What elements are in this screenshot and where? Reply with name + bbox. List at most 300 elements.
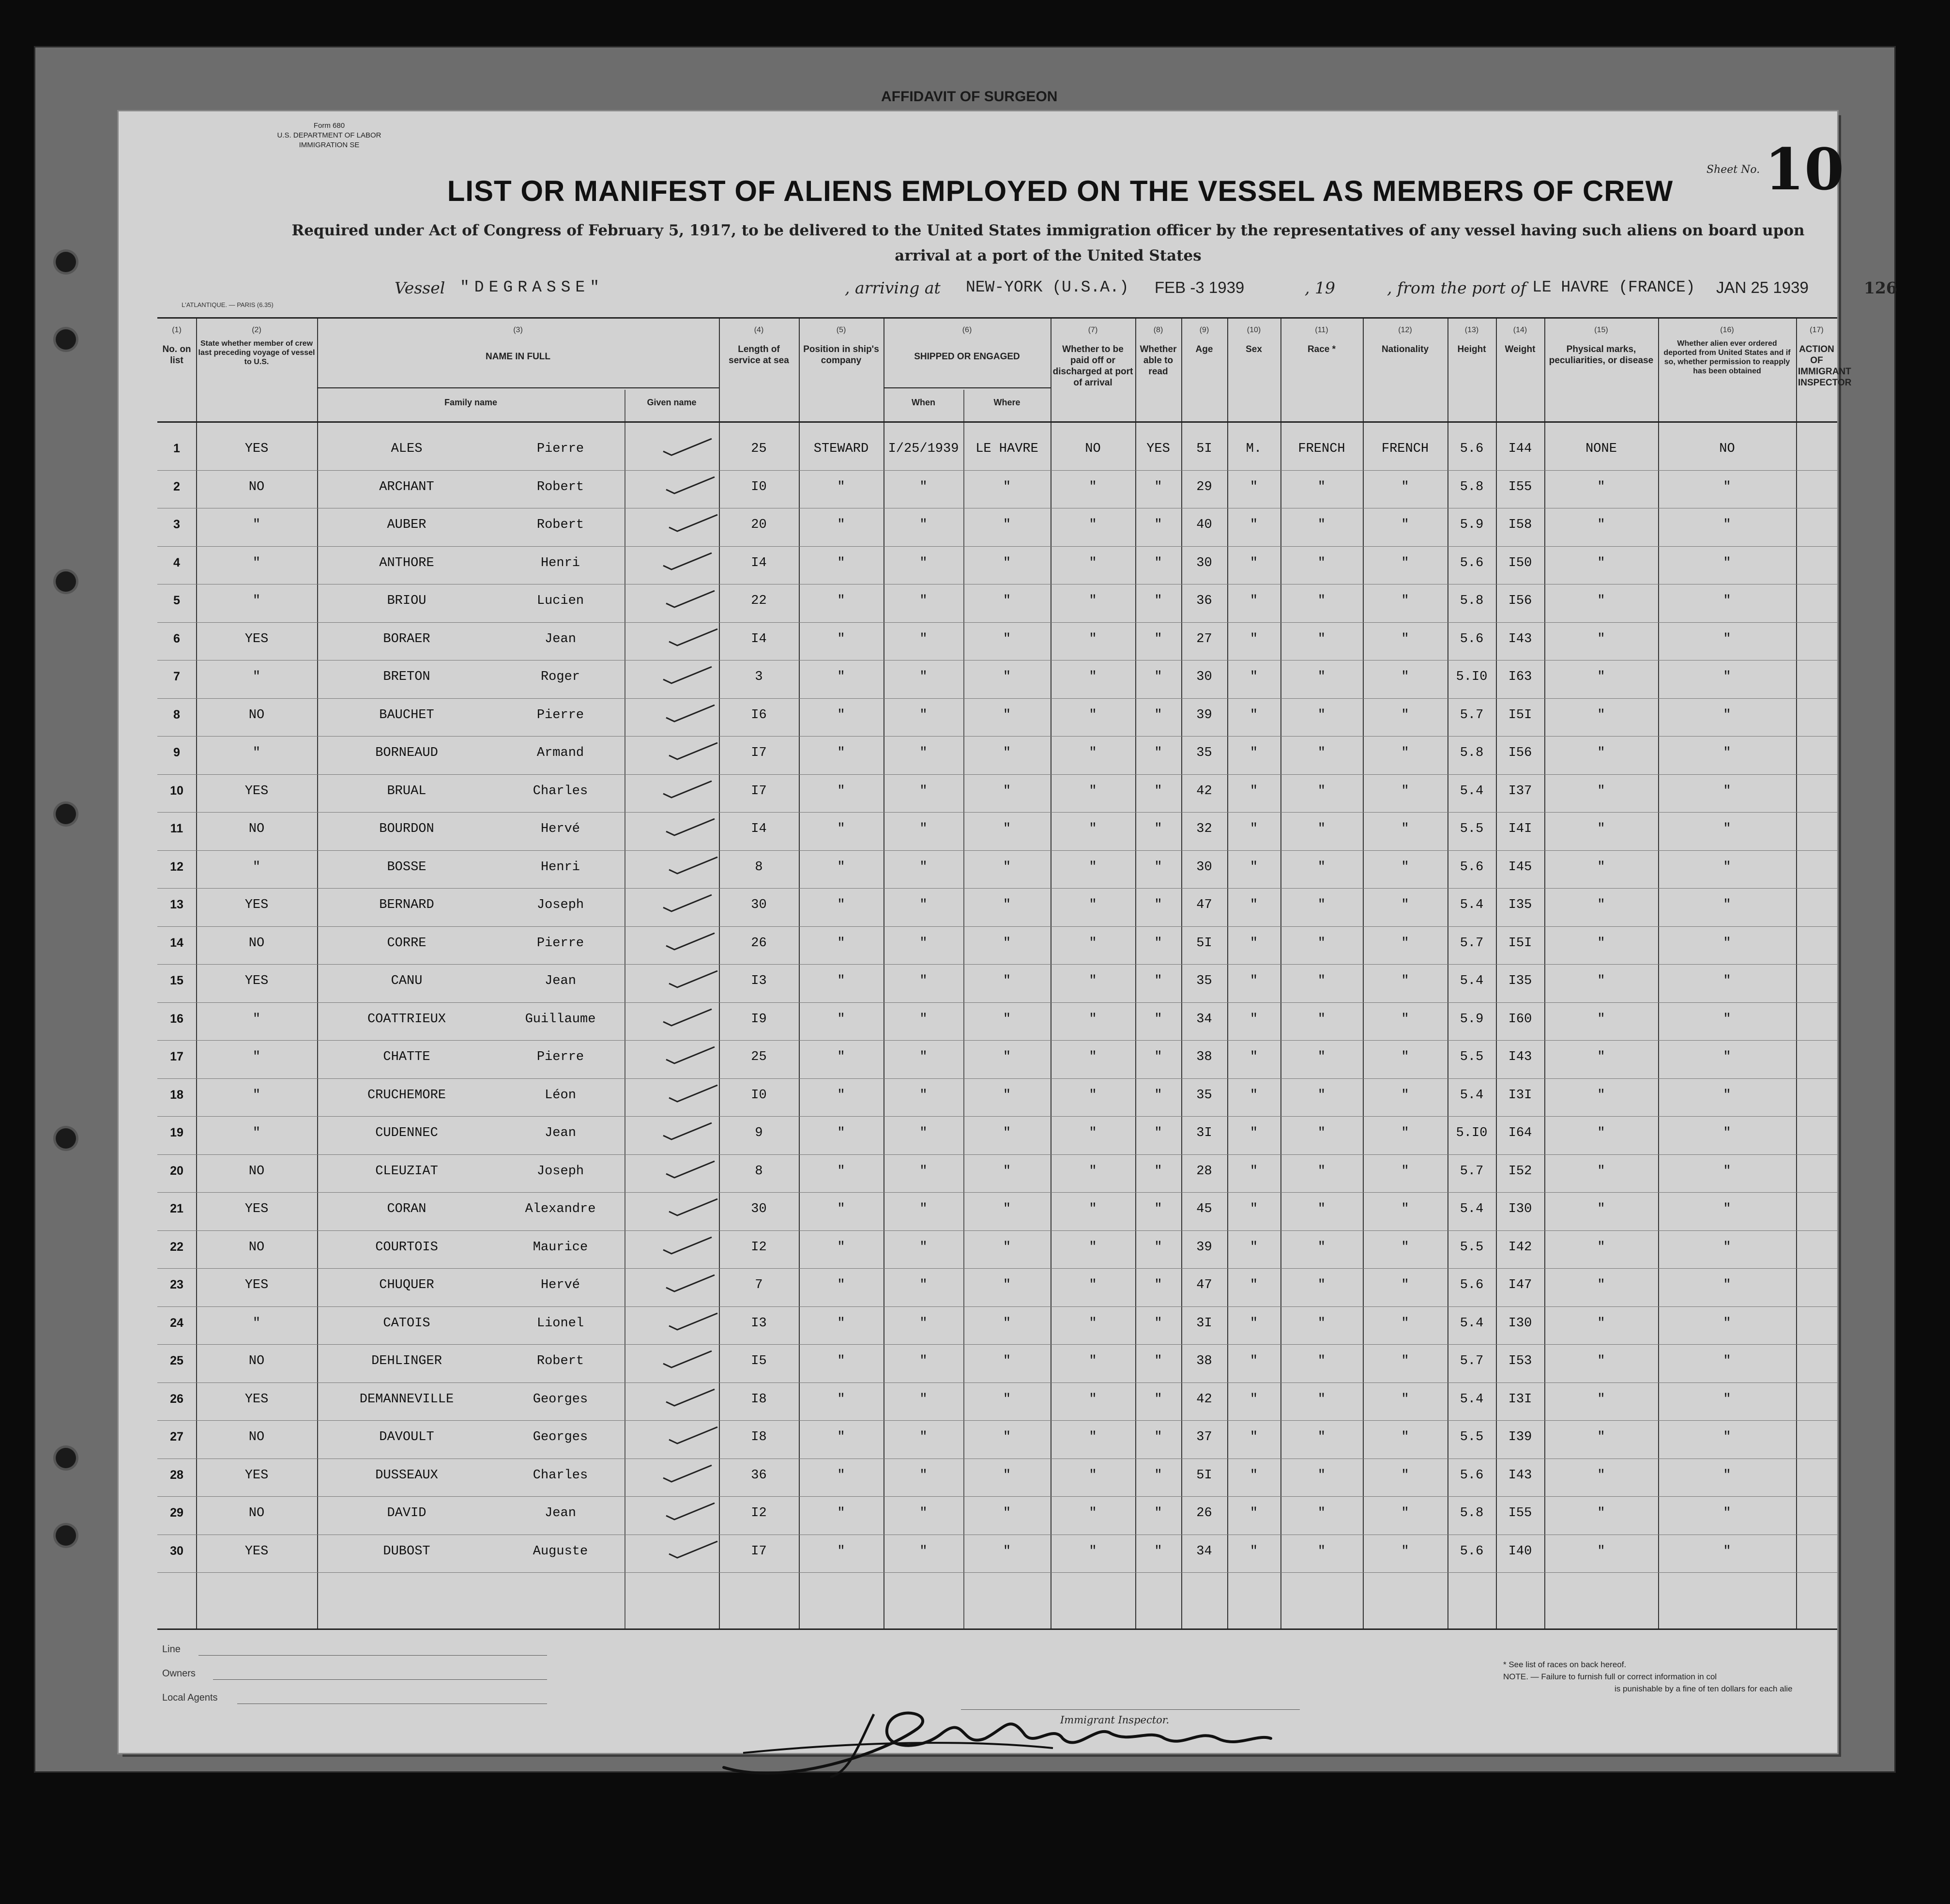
cell-service: 22 — [751, 594, 767, 608]
cell-sex: " — [1249, 1430, 1258, 1444]
cell-weight: I4I — [1508, 822, 1532, 836]
cell-sex: " — [1249, 1392, 1258, 1407]
table-bottom-rule — [157, 1628, 1837, 1630]
cell-no: 11 — [170, 822, 183, 835]
checkmark-icon — [667, 1539, 720, 1560]
cell-height: 5.9 — [1460, 518, 1484, 532]
cell-marks: " — [1597, 1468, 1605, 1483]
cell-no: 10 — [170, 783, 183, 798]
cell-deported: " — [1723, 746, 1731, 760]
cell-given: Jean — [545, 1506, 576, 1520]
cell-height: 5.6 — [1460, 1544, 1484, 1559]
cell-age: 38 — [1196, 1050, 1212, 1064]
cell-where: " — [1003, 1050, 1011, 1064]
column-number: (15) — [1594, 326, 1608, 334]
cell-race: " — [1317, 594, 1326, 608]
cell-family: DUSSEAUX — [375, 1468, 438, 1483]
cell-sex: " — [1249, 860, 1258, 875]
column-subheader: Family name — [444, 398, 498, 407]
cell-race: " — [1317, 555, 1326, 570]
cell-when: " — [919, 1164, 928, 1179]
cell-weight: I43 — [1508, 631, 1532, 646]
cell-service: I8 — [751, 1392, 767, 1407]
cell-race: " — [1317, 860, 1326, 875]
vessel-name: "DEGRASSE" — [460, 278, 605, 296]
column-subheader: Where — [993, 398, 1021, 407]
cell-nationality: " — [1401, 1012, 1409, 1027]
line-rule — [198, 1655, 547, 1656]
column-number: (13) — [1464, 326, 1479, 334]
cell-no: 27 — [170, 1430, 183, 1443]
cell-weight: I3I — [1508, 1392, 1532, 1407]
cell-deported: " — [1723, 1354, 1731, 1368]
cell-sex: " — [1249, 1468, 1258, 1483]
cell-sex: " — [1249, 822, 1258, 836]
cell-deported: " — [1723, 1050, 1731, 1064]
row-rule — [157, 1268, 1837, 1269]
cell-nationality: " — [1401, 898, 1409, 912]
cell-height: 5.5 — [1460, 1430, 1484, 1444]
cell-given: Armand — [536, 746, 584, 760]
cell-marks: " — [1597, 1354, 1605, 1368]
arriving-label: , arriving at — [845, 278, 941, 297]
cell-when: " — [919, 479, 928, 494]
cell-prev: YES — [244, 974, 269, 988]
cell-where: " — [1003, 518, 1011, 532]
cell-race: " — [1317, 631, 1326, 646]
punch-hole — [56, 1525, 76, 1546]
cell-nationality: " — [1401, 1088, 1409, 1103]
cell-weight: I5I — [1508, 936, 1532, 951]
cell-read: " — [1154, 974, 1162, 988]
cell-weight: I44 — [1508, 442, 1532, 456]
cell-paid: " — [1089, 1012, 1097, 1027]
cell-position: " — [837, 1012, 845, 1027]
cell-prev: NO — [248, 936, 265, 951]
cell-position: " — [837, 1088, 845, 1103]
cell-read: " — [1154, 1430, 1162, 1444]
cell-read: " — [1154, 1278, 1162, 1292]
cell-given: Lucien — [536, 594, 584, 608]
cell-when: " — [919, 1278, 928, 1292]
from-port: LE HAVRE (FRANCE) — [1532, 278, 1695, 296]
cell-position: " — [837, 518, 845, 532]
column-header: Length of service at sea — [729, 344, 789, 366]
column-header: Race * — [1307, 344, 1336, 354]
departure-date: JAN 25 1939 — [1716, 278, 1809, 296]
cell-position: " — [837, 1316, 845, 1331]
cell-weight: I58 — [1508, 518, 1532, 532]
cell-given: Pierre — [536, 442, 584, 456]
cell-weight: I5I — [1508, 707, 1532, 722]
cell-deported: " — [1723, 1316, 1731, 1331]
cell-weight: I55 — [1508, 1506, 1532, 1520]
cell-family: BERNARD — [379, 898, 434, 912]
column-number: (6) — [962, 326, 972, 334]
cell-given: Pierre — [536, 707, 584, 722]
cell-family: CHUQUER — [379, 1278, 434, 1292]
cell-read: " — [1154, 555, 1162, 570]
cell-prev: NO — [248, 1506, 265, 1520]
cell-when: " — [919, 1506, 928, 1520]
footnote — [1503, 1658, 1793, 1695]
footer-line-label: Line — [162, 1644, 181, 1655]
cell-race: FRENCH — [1298, 442, 1345, 456]
cell-read: " — [1154, 1202, 1162, 1216]
row-rule — [157, 812, 1837, 813]
cell-height: 5.5 — [1460, 822, 1484, 836]
cell-given: Jean — [545, 974, 576, 988]
cell-nationality: " — [1401, 1316, 1409, 1331]
cell-read: " — [1154, 479, 1162, 494]
cell-nationality: " — [1401, 1468, 1409, 1483]
cell-nationality: " — [1401, 1278, 1409, 1292]
cell-prev: NO — [248, 1430, 265, 1444]
cell-weight: I56 — [1508, 746, 1532, 760]
manifest-page — [119, 111, 1897, 1753]
cell-race: " — [1317, 822, 1326, 836]
cell-when: " — [919, 670, 928, 684]
cell-read: " — [1154, 1392, 1162, 1407]
cell-prev: YES — [244, 1544, 269, 1559]
cell-where: " — [1003, 1164, 1011, 1179]
row-rule — [157, 1078, 1837, 1079]
cell-family: ALES — [391, 442, 423, 456]
checkmark-icon — [664, 1501, 717, 1521]
cell-weight: I56 — [1508, 594, 1532, 608]
footer-agents-label: Local Agents — [162, 1692, 218, 1703]
cell-nationality: " — [1401, 1202, 1409, 1216]
column-number: (14) — [1513, 326, 1527, 334]
row-rule — [157, 1306, 1837, 1307]
column-number: (16) — [1720, 326, 1734, 334]
cell-race: " — [1317, 1468, 1326, 1483]
cell-race: " — [1317, 518, 1326, 532]
cell-race: " — [1317, 670, 1326, 684]
cell-no: 18 — [170, 1088, 183, 1102]
cell-family: BAUCHET — [379, 707, 434, 722]
cell-weight: I55 — [1508, 479, 1532, 494]
cell-paid: " — [1089, 1126, 1097, 1140]
cell-age: 28 — [1196, 1164, 1212, 1179]
cell-paid: " — [1089, 1506, 1097, 1520]
cell-age: 38 — [1196, 1354, 1212, 1368]
manifest-table — [157, 317, 1852, 1629]
cell-age: 3I — [1196, 1126, 1212, 1140]
cell-when: " — [919, 974, 928, 988]
cell-read: " — [1154, 1088, 1162, 1103]
column-header: State whether member of crew last preceding voyage of vessel to U.S. — [198, 339, 315, 366]
cell-when: " — [919, 518, 928, 532]
subheader-rule — [884, 387, 1051, 388]
cell-marks: " — [1597, 1202, 1605, 1216]
cell-nationality: " — [1401, 631, 1409, 646]
cell-where: " — [1003, 783, 1011, 798]
cell-age: 39 — [1196, 1240, 1212, 1255]
cell-family: CANU — [391, 974, 423, 988]
cell-where: " — [1003, 707, 1011, 722]
cell-service: I3 — [751, 974, 767, 988]
cell-when: " — [919, 746, 928, 760]
cell-read: " — [1154, 898, 1162, 912]
cell-given: Robert — [536, 518, 584, 532]
cell-where: " — [1003, 1088, 1011, 1103]
cell-weight: I50 — [1508, 555, 1532, 570]
cell-age: 36 — [1196, 594, 1212, 608]
cell-marks: " — [1597, 1050, 1605, 1064]
cell-deported: " — [1723, 1468, 1731, 1483]
row-rule — [157, 1154, 1837, 1155]
cell-race: " — [1317, 707, 1326, 722]
cell-height: 5.6 — [1460, 860, 1484, 875]
cell-deported: " — [1723, 1126, 1731, 1140]
checkmark-icon — [664, 1159, 717, 1180]
cell-paid: " — [1089, 1316, 1097, 1331]
cell-deported: " — [1723, 1544, 1731, 1559]
cell-prev: YES — [244, 898, 269, 912]
column-header: Whether to be paid off or discharged at port of arrival — [1052, 344, 1133, 388]
cell-position: " — [837, 898, 845, 912]
cell-marks: " — [1597, 1392, 1605, 1407]
cell-sex: " — [1249, 631, 1258, 646]
cell-height: 5.9 — [1460, 1012, 1484, 1027]
cell-prev: NO — [248, 707, 265, 722]
cell-prev: " — [252, 518, 261, 532]
cell-paid: " — [1089, 707, 1097, 722]
cell-given: Robert — [536, 1354, 584, 1368]
cell-position: STEWARD — [813, 442, 869, 456]
cell-service: I4 — [751, 555, 767, 570]
checkmark-icon — [664, 817, 717, 837]
cell-height: 5.8 — [1460, 1506, 1484, 1520]
cell-family: BORAER — [383, 631, 430, 646]
cell-race: " — [1317, 936, 1326, 951]
row-rule — [157, 622, 1837, 623]
cell-age: 5I — [1196, 442, 1212, 456]
column-header: Nationality — [1381, 344, 1429, 354]
cell-where: " — [1003, 1316, 1011, 1331]
cell-deported: " — [1723, 1202, 1731, 1216]
cell-paid: " — [1089, 670, 1097, 684]
cell-service: 25 — [751, 1050, 767, 1064]
punch-hole — [56, 1128, 76, 1149]
list-number: 126 — [1864, 278, 1897, 297]
cell-no: 29 — [170, 1506, 183, 1520]
cell-age: 45 — [1196, 1202, 1212, 1216]
cell-marks: " — [1597, 783, 1605, 798]
cell-when: " — [919, 1468, 928, 1483]
cell-position: " — [837, 1468, 845, 1483]
cell-when: " — [919, 707, 928, 722]
cell-marks: " — [1597, 555, 1605, 570]
cell-paid: " — [1089, 631, 1097, 646]
cell-prev: " — [252, 1126, 261, 1140]
cell-paid: " — [1089, 936, 1097, 951]
cell-height: 5.6 — [1460, 555, 1484, 570]
cell-nationality: " — [1401, 1506, 1409, 1520]
cell-prev: " — [252, 860, 261, 875]
cell-read: " — [1154, 1240, 1162, 1255]
service: IMMIGRATION SE — [299, 141, 360, 149]
cell-height: 5.4 — [1460, 1316, 1484, 1331]
column-header: Position in ship's company — [803, 344, 879, 366]
cell-height: 5.6 — [1460, 631, 1484, 646]
cell-no: 14 — [170, 936, 183, 950]
cell-read: YES — [1146, 442, 1170, 456]
cell-age: 30 — [1196, 555, 1212, 570]
cell-weight: I47 — [1508, 1278, 1532, 1292]
cell-where: LE HAVRE — [975, 442, 1038, 456]
cell-given: Hervé — [540, 822, 580, 836]
manifest-title: LIST OR MANIFEST OF ALIENS EMPLOYED ON THE VESSEL AS MEMBERS OF CREW — [447, 175, 1674, 207]
subheader-rule — [317, 387, 719, 388]
cell-family: CRUCHEMORE — [367, 1088, 446, 1103]
cell-where: " — [1003, 631, 1011, 646]
cell-given: Georges — [533, 1392, 588, 1407]
checkmark-icon — [667, 1083, 720, 1104]
cell-no: 22 — [170, 1240, 183, 1254]
checkmark-icon — [661, 551, 714, 571]
cell-where: " — [1003, 1392, 1011, 1407]
cell-marks: " — [1597, 898, 1605, 912]
cell-when: " — [919, 594, 928, 608]
from-label: , from the port of — [1387, 278, 1526, 297]
cell-sex: " — [1249, 974, 1258, 988]
cell-paid: " — [1089, 1278, 1097, 1292]
cell-position: " — [837, 936, 845, 951]
footer-owners-label: Owners — [162, 1668, 196, 1679]
row-rule — [157, 1192, 1837, 1193]
cell-prev: " — [252, 1012, 261, 1027]
cell-height: 5.4 — [1460, 783, 1484, 798]
cell-position: " — [837, 1544, 845, 1559]
cell-nationality: " — [1401, 974, 1409, 988]
cell-prev: YES — [244, 631, 269, 646]
cell-when: " — [919, 555, 928, 570]
row-rule — [157, 1230, 1837, 1231]
cell-nationality: " — [1401, 1240, 1409, 1255]
cell-height: 5.8 — [1460, 479, 1484, 494]
table-top-rule — [157, 317, 1837, 319]
row-rule — [157, 546, 1837, 547]
cell-paid: " — [1089, 822, 1097, 836]
cell-race: " — [1317, 746, 1326, 760]
cell-position: " — [837, 1050, 845, 1064]
cell-prev: " — [252, 1316, 261, 1331]
cell-deported: " — [1723, 1392, 1731, 1407]
cell-race: " — [1317, 1126, 1326, 1140]
cell-no: 4 — [173, 555, 180, 569]
cell-height: 5.5 — [1460, 1050, 1484, 1064]
cell-age: 35 — [1196, 1088, 1212, 1103]
row-rule — [157, 1040, 1837, 1041]
cell-read: " — [1154, 1050, 1162, 1064]
cell-position: " — [837, 1392, 845, 1407]
cell-service: 3 — [755, 670, 763, 684]
cell-given: Alexandre — [525, 1202, 596, 1216]
cell-family: AUBER — [387, 518, 427, 532]
cell-family: BRUAL — [387, 783, 427, 798]
cell-given: Auguste — [533, 1544, 588, 1559]
cell-sex: " — [1249, 1278, 1258, 1292]
cell-no: 26 — [170, 1392, 183, 1406]
cell-prev: YES — [244, 1202, 269, 1216]
row-rule — [157, 1572, 1837, 1573]
cell-service: I7 — [751, 783, 767, 798]
cell-deported: " — [1723, 1506, 1731, 1520]
cell-nationality: " — [1401, 1392, 1409, 1407]
cell-service: I4 — [751, 822, 767, 836]
races-note: * See list of races on back hereof. — [1503, 1660, 1627, 1669]
cell-position: " — [837, 1240, 845, 1255]
column-header: Whether able to read — [1140, 344, 1177, 377]
cell-weight: I39 — [1508, 1430, 1532, 1444]
cell-deported: " — [1723, 670, 1731, 684]
row-rule — [157, 1496, 1837, 1497]
checkmark-icon — [664, 589, 717, 609]
cell-marks: " — [1597, 1240, 1605, 1255]
cell-deported: " — [1723, 1430, 1731, 1444]
row-rule — [157, 888, 1837, 889]
punch-hole — [56, 1448, 76, 1468]
cell-service: 20 — [751, 518, 767, 532]
cell-service: 30 — [751, 1202, 767, 1216]
cell-nationality: FRENCH — [1381, 442, 1429, 456]
cell-sex: " — [1249, 1126, 1258, 1140]
cell-nationality: " — [1401, 1164, 1409, 1179]
cell-sex: " — [1249, 670, 1258, 684]
cell-when: " — [919, 1354, 928, 1368]
cell-no: 1 — [173, 442, 180, 455]
row-rule — [157, 736, 1837, 737]
cell-service: I0 — [751, 1088, 767, 1103]
cell-race: " — [1317, 479, 1326, 494]
cell-position: " — [837, 1126, 845, 1140]
cell-deported: " — [1723, 936, 1731, 951]
arriving-port: NEW-YORK (U.S.A.) — [966, 278, 1129, 296]
cell-where: " — [1003, 670, 1011, 684]
cell-height: 5.I0 — [1456, 670, 1488, 684]
cell-when: " — [919, 860, 928, 875]
cell-race: " — [1317, 898, 1326, 912]
column-number: (5) — [836, 326, 846, 334]
cell-read: " — [1154, 594, 1162, 608]
row-rule — [157, 1382, 1837, 1383]
cell-no: 25 — [170, 1354, 183, 1367]
checkmark-icon — [661, 1349, 714, 1369]
cell-nationality: " — [1401, 594, 1409, 608]
department: U.S. DEPARTMENT OF LABOR — [277, 131, 381, 139]
row-rule — [157, 926, 1837, 927]
cell-sex: " — [1249, 1316, 1258, 1331]
column-header: Sex — [1246, 344, 1262, 354]
cell-read: " — [1154, 1468, 1162, 1483]
cell-age: 39 — [1196, 707, 1212, 722]
sheet-label: Sheet No. — [1706, 164, 1760, 176]
cell-race: " — [1317, 1088, 1326, 1103]
cell-paid: " — [1089, 746, 1097, 760]
cell-age: 5I — [1196, 936, 1212, 951]
column-number: (2) — [252, 326, 261, 334]
cell-marks: " — [1597, 1126, 1605, 1140]
column-rule — [1796, 317, 1797, 1629]
cell-marks: " — [1597, 1088, 1605, 1103]
cell-height: 5.4 — [1460, 974, 1484, 988]
cell-age: 35 — [1196, 974, 1212, 988]
cell-weight: I3I — [1508, 1088, 1532, 1103]
cell-family: DAVOULT — [379, 1430, 434, 1444]
cell-paid: " — [1089, 860, 1097, 875]
